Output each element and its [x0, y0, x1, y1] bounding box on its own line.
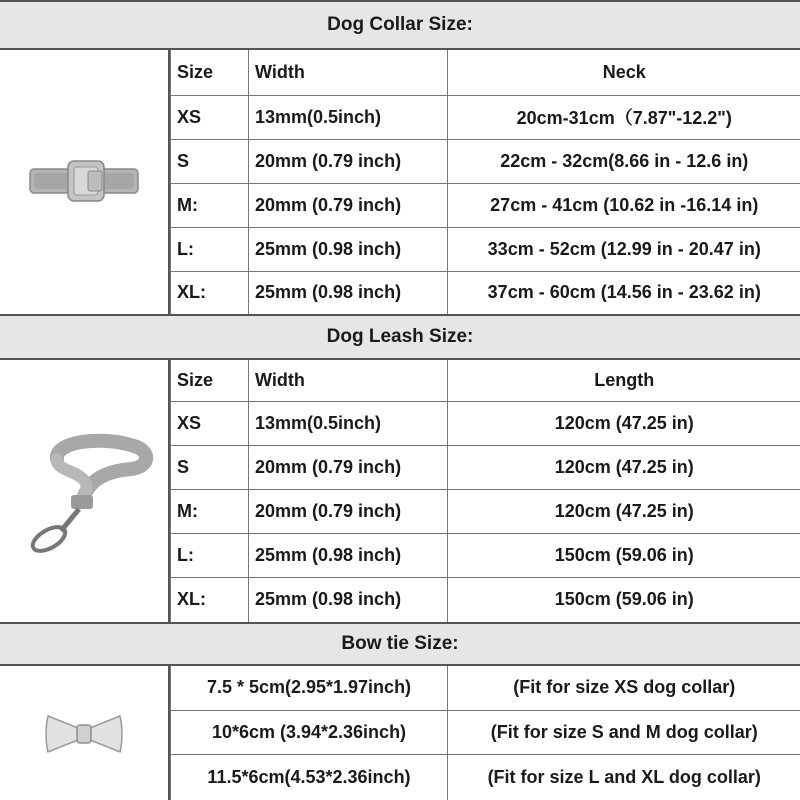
- bowtie-cell: 10*6cm (3.94*2.36inch): [171, 710, 448, 754]
- collar-cell: 37cm - 60cm (14.56 in - 23.62 in): [448, 271, 800, 314]
- collar-cell: XS: [171, 95, 249, 139]
- bowtie-cell: (Fit for size S and M dog collar): [448, 710, 800, 754]
- collar-row: [171, 271, 800, 314]
- collar-cell: 25mm (0.98 inch): [249, 227, 448, 271]
- leash-header-row: [171, 360, 800, 401]
- bowtie-title-text: Bow tie Size:: [341, 633, 459, 654]
- collar-row: [171, 227, 800, 271]
- bowtie-cell: (Fit for size L and XL dog collar): [448, 754, 800, 800]
- leash-cell: 25mm (0.98 inch): [249, 533, 448, 577]
- leash-cell: 120cm (47.25 in): [448, 489, 800, 533]
- collar-cell: S: [171, 139, 249, 183]
- collar-cell: 20cm-31cm（7.87"-12.2"): [448, 95, 800, 139]
- leash-block: [0, 360, 800, 622]
- collar-cell: 25mm (0.98 inch): [249, 271, 448, 314]
- collar-cell: 20mm (0.79 inch): [249, 139, 448, 183]
- bowtie-block: [0, 666, 800, 800]
- leash-cell: M:: [171, 489, 249, 533]
- bowtie-cell: (Fit for size XS dog collar): [448, 666, 800, 710]
- leash-cell: S: [171, 445, 249, 489]
- leash-row: [171, 533, 800, 577]
- leash-cell: 13mm(0.5inch): [249, 401, 448, 445]
- collar-row: [171, 183, 800, 227]
- collar-header-cell: Size: [171, 50, 249, 95]
- leash-cell: 25mm (0.98 inch): [249, 577, 448, 622]
- leash-header-cell: Length: [448, 360, 800, 401]
- bowtie-image-cell: [0, 666, 170, 800]
- collar-cell: XL:: [171, 271, 249, 314]
- collar-cell: M:: [171, 183, 249, 227]
- leash-header-cell: Size: [171, 360, 249, 401]
- bowtie-row: [171, 666, 800, 710]
- leash-cell: 20mm (0.79 inch): [249, 489, 448, 533]
- collar-title-text: Dog Collar Size:: [327, 14, 473, 35]
- leash-cell: 20mm (0.79 inch): [249, 445, 448, 489]
- leash-cell: 150cm (59.06 in): [448, 533, 800, 577]
- collar-cell: 27cm - 41cm (10.62 in -16.14 in): [448, 183, 800, 227]
- collar-table: [170, 50, 800, 314]
- bowtie-table: [170, 666, 800, 800]
- leash-cell: XS: [171, 401, 249, 445]
- collar-cell: 13mm(0.5inch): [249, 95, 448, 139]
- collar-row: [171, 95, 800, 139]
- collar-cell: L:: [171, 227, 249, 271]
- leash-cell: XL:: [171, 577, 249, 622]
- leash-row: [171, 489, 800, 533]
- collar-block: [0, 50, 800, 314]
- bowtie-cell: 7.5 * 5cm(2.95*1.97inch): [171, 666, 448, 710]
- leash-cell: 120cm (47.25 in): [448, 445, 800, 489]
- leash-cell: L:: [171, 533, 249, 577]
- bow-tie-icon: [44, 708, 124, 758]
- dog-leash-icon: [9, 421, 159, 561]
- collar-section-title: [0, 0, 800, 50]
- bowtie-row: [171, 754, 800, 800]
- bowtie-row: [171, 710, 800, 754]
- bowtie-cell: 11.5*6cm(4.53*2.36inch): [171, 754, 448, 800]
- leash-cell: 150cm (59.06 in): [448, 577, 800, 622]
- leash-table: [170, 360, 800, 622]
- collar-header-row: [171, 50, 800, 95]
- collar-row: [171, 139, 800, 183]
- collar-header-cell: Neck: [448, 50, 800, 95]
- leash-row: [171, 445, 800, 489]
- leash-image-cell: [0, 360, 170, 622]
- collar-header-cell: Width: [249, 50, 448, 95]
- dog-collar-icon: [24, 147, 144, 217]
- leash-row: [171, 401, 800, 445]
- collar-cell: 33cm - 52cm (12.99 in - 20.47 in): [448, 227, 800, 271]
- bowtie-section-title: [0, 622, 800, 666]
- collar-image-cell: [0, 50, 170, 314]
- collar-cell: 20mm (0.79 inch): [249, 183, 448, 227]
- leash-cell: 120cm (47.25 in): [448, 401, 800, 445]
- leash-row: [171, 577, 800, 622]
- collar-cell: 22cm - 32cm(8.66 in - 12.6 in): [448, 139, 800, 183]
- leash-header-cell: Width: [249, 360, 448, 401]
- leash-section-title: [0, 314, 800, 360]
- leash-title-text: Dog Leash Size:: [326, 326, 474, 347]
